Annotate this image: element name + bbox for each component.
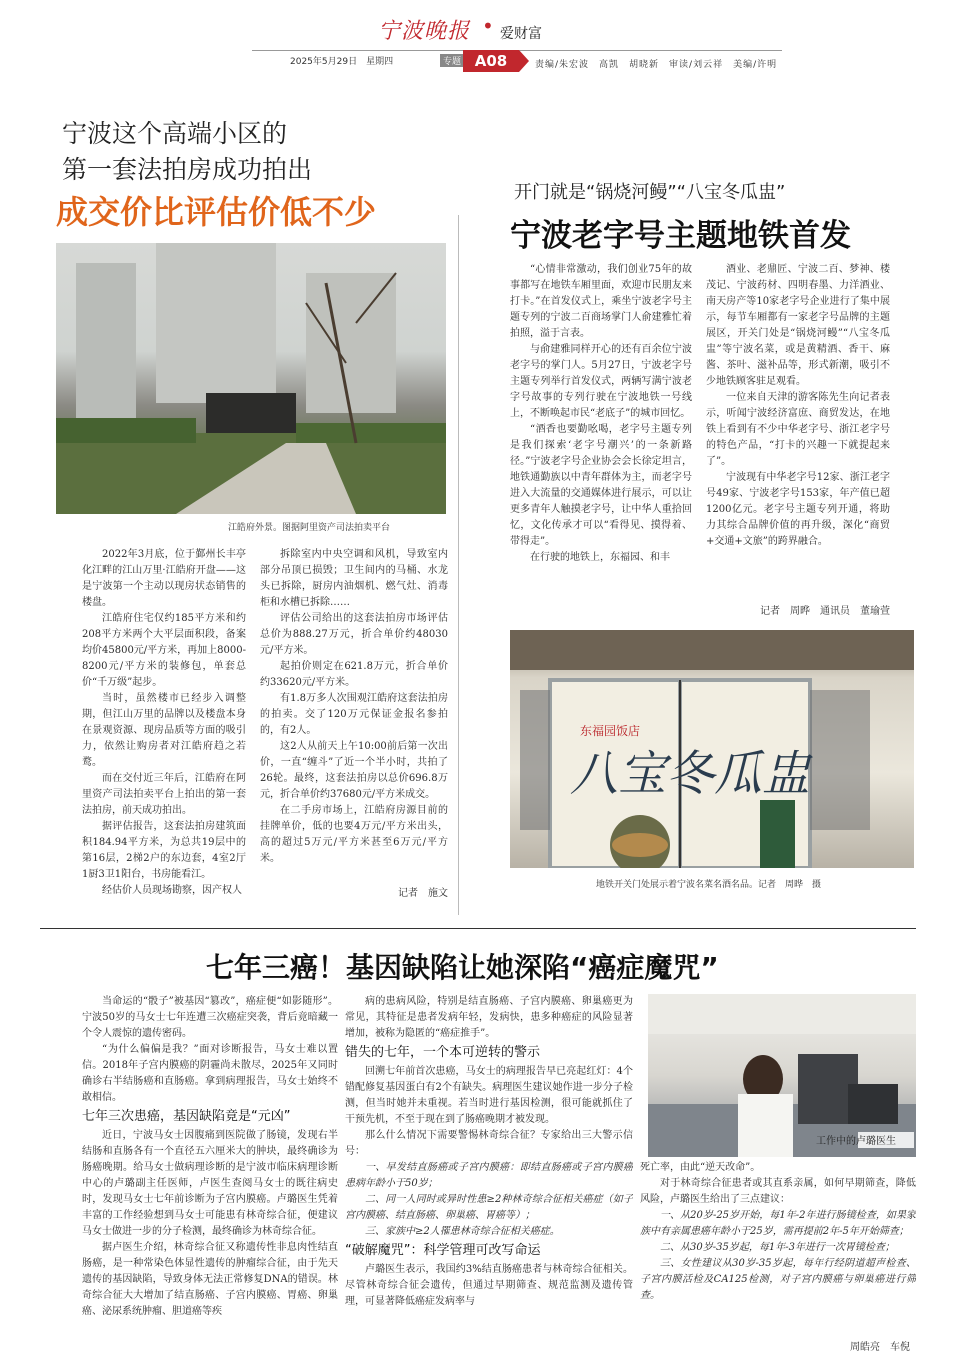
paragraph: 对于林奇综合征患者或其直系亲属，如何早期筛查，降低风险，卢璐医生给出了三点建议：: [640, 1178, 916, 1205]
paragraph: 病的患病风险，特别是结直肠癌、子宫内膜癌、卵巢癌更为常见，其特征是患者发病年轻，发病快，患多种癌症的风险显著增加，被称为隐匿的“癌症推手”。: [345, 996, 633, 1039]
story3-subhead-3: “破解魔咒”：科学管理可改写命运: [345, 1243, 541, 1258]
paragraph: 在二手房市场上，江皓府房源目前的挂牌单价，低的也要4万元/平方米出头，高的超过5万元/平方米甚至6万元/平方米。: [260, 805, 448, 864]
paragraph: 拆除室内中央空调和风机，导致室内部分吊顶已损毁；卫生间内的马桶、水龙头已拆除，厨房内油烟机、燃气灶、消毒柜和水槽已拆除……: [260, 549, 448, 608]
masthead-logo: 宁波晚报: [378, 19, 471, 44]
brand-logo-text: 东福园饭店: [580, 724, 641, 738]
story2-byline: 记者 周晔 通讯员 董瑜萱: [760, 606, 890, 617]
paragraph: “为什么偏偏是我？”面对诊断报告，马女士难以置信。2018年子宫内膜癌的阴霾尚未散尽，2025年又同时确诊右半结肠癌和直肠癌。拿到病理报告，马女士始终不敢相信。: [82, 1044, 338, 1103]
masthead-dot: •: [482, 14, 494, 38]
paragraph: 近日，宁波马女士因腹痛到医院做了肠镜，发现右半结肠和直肠各有一个直径五六厘米大的肿块，最终确诊为肠癌晚期。给马女士做病理诊断的是宁波市临床病理诊断中心的卢璐副主任医师，卢医生查阅马女士的既往病史时，发现马女士七年前诊断为子宫内膜癌。卢璐医生凭着丰富的工作经验想到马女士可能患有林奇综合征，便建议马女士做进一步的分子检测，最终确诊为林奇综合征。: [82, 1130, 338, 1237]
paragraph: 那么什么情况下需要警惕林奇综合征？专家给出三大警示信号：: [345, 1130, 633, 1157]
paragraph: 一位来自天津的游客陈先生向记者表示，听闻宁波经济富庶、商贸发达，在地铁上看到有不少中华老字号、浙江老字号的特色产品，“打卡的兴趣一下就提起来了”。: [706, 392, 890, 467]
column-divider: [458, 215, 459, 915]
paragraph: 在行驶的地铁上，东福园、和丰: [530, 552, 670, 563]
story3-column-1: [82, 994, 338, 1364]
story1-title-line2: 第一套法拍房成功拍出: [62, 155, 313, 184]
paragraph: 宁波现有中华老字号12家、浙江老字号49家、宁波老字号153家，年产值已超1200亿元。老字号主题专列开通，将助力其综合品牌价值的再升级，深化“商贸+交通+文旅”的跨界融合。: [706, 472, 890, 547]
section-name: 爱财富: [500, 26, 542, 42]
paragraph: 经估价人员现场勘察，因产权人: [102, 885, 242, 896]
photo-caption-overlay: 工作中的卢璐医生: [816, 1136, 896, 1147]
paragraph: 据卢医生介绍，林奇综合征又称遗传性非息肉性结直肠癌，是一种常染色体显性遗传的肿瘤综合征，由于先天遗传的基因缺陷，导致身体无法正常修复DNA的错误。林奇综合征大大增加了结直肠癌、子宫内膜癌、胃癌、卵巢癌、泌尿系统肿瘤、胆道癌等疾: [82, 1242, 338, 1317]
story3-column-2: [345, 994, 633, 1364]
warning-signal: 三、家族中≥2人罹患林奇综合征相关癌症。: [365, 1226, 560, 1237]
paragraph: 2022年3月底，位于鄞州长丰亭化江畔的江山万里·江皓府开盘——这是宁波第一个主动以现房状态销售的楼盘。: [82, 549, 246, 608]
paragraph: 这2人从前天上午10:00前后第一次出价，一直“缠斗”了近一个半小时，共拍了26轮。最终，这套法拍房以总价696.8万元，折合单价约37680元/平方米成交。: [260, 741, 448, 800]
advice-item: 一、从20岁-25岁开始，每1年-2年进行肠镜检查，如果家族中有亲属患癌年龄小于25岁，需再提前2年-5年开始筛查；: [640, 1210, 916, 1237]
paragraph: 据评估报告，这套法拍房建筑面积184.94平方米，为总共19层中的第16层，2梯2户的东边套，4室2厅1厨3卫1阳台，书房能看江。: [82, 821, 246, 880]
advice-item: 三、女性建议从30岁-35岁起，每年行经阴道超声检查、子宫内膜活检及CA125检测，对子宫内膜癌与卵巢癌进行筛查。: [640, 1258, 916, 1301]
section-tag: 专题: [440, 54, 464, 67]
paragraph: 江皓府住宅仅约185平方米和约208平方米两个大平层面积段，备案均价45800元/平方米，再加上8000-8200元/平方米的装修包，单套总价“千万级”起步。: [82, 613, 246, 688]
paragraph: 与俞建雅同样开心的还有百余位宁波老字号的掌门人。5月27日，宁波老字号主题专列举行首发仪式，两辆写满宁波老字号故事的专列行驶在宁波地铁一号线上，不断唤起市民“老底子”的城市回忆。: [510, 344, 692, 419]
paragraph: 评估公司给出的这套法拍房市场评估总价为888.27万元，折合单价约48030元/平方米。: [260, 613, 448, 656]
paragraph: 卢璐医生表示，我国约3%结直肠癌患者与林奇综合征相关。尽管林奇综合征会遗传，但通过早期筛查、规范监测及遗传管理，可显著降低癌症发病率与: [345, 1264, 633, 1307]
story3-title: 七年三癌！基因缺陷让她深陷“癌症魔咒”: [206, 951, 719, 984]
story1-column-2: [260, 547, 448, 882]
paragraph: 当命运的“骰子”被基因“篡改”，癌症便“如影随形”。宁波50岁的马女士七年连遭三次癌症突袭，背后竟暗藏一个令人震惊的遗传密码。: [82, 996, 338, 1039]
story2-column-2: [706, 262, 890, 598]
paragraph: 起拍价则定在621.8万元，折合单价约33620元/平方米。: [260, 661, 448, 688]
issue-date: 2025年5月29日 星期四: [290, 57, 394, 67]
story3-photo: [648, 994, 916, 1157]
story3-subhead-1: 七年三次患癌，基因缺陷竟是“元凶”: [82, 1109, 291, 1124]
paragraph: 有1.8万多人次围观江皓府这套法拍房的拍卖。交了120万元保证金报名参拍的，有2人。: [260, 693, 448, 736]
story3-column-3: [640, 1160, 916, 1365]
paragraph: 当时，虽然楼市已经步入调整期，但江山万里的品牌以及楼盘本身在景观资源、现房品质等方面的吸引力，依然让购房者对江皓府趋之若鹜。: [82, 693, 246, 768]
story3-byline: 周皓亮 车倪: [780, 1340, 910, 1356]
paragraph: 酒业、老鼎匠、宁波二百、梦神、楼茂记、宁波药材、四明春墨、力洋酒业、南天房产等10家老字号企业进行了集中展示，每节车厢都有一家老字号品牌的主题展区，开关门处是“锅烧河鳗”“八宝冬瓜盅”等宁波名菜，或是黄精酒、香干、麻酱、茶叶、滋补品等，形式新潮，吸引不少地铁顾客驻足观看。: [706, 264, 890, 387]
warning-signal: 一、早发结直肠癌或子宫内膜癌：即结直肠癌或子宫内膜癌患病年龄小于50岁；: [345, 1162, 633, 1189]
advice-item: 二、从30岁-35岁起，每1年-3年进行一次胃镜检查；: [660, 1242, 895, 1253]
page-number: A08: [463, 50, 519, 72]
story2-kicker: 开门就是“锅烧河鳗”“八宝冬瓜盅”: [514, 182, 786, 203]
residence-exterior-image: [56, 243, 446, 514]
subway-car-image: [510, 630, 914, 868]
paragraph: “心情非常激动，我们创业75年的故事都写在地铁车厢里面，欢迎市民朋友来打卡。”在首发仪式上，乘坐宁波老字号主题专列的宁波二百商场掌门人俞建雅忙着拍照，溢于言表。: [510, 264, 692, 339]
warning-signal: 二、同一人同时或异时性患≥2种林奇综合征相关癌症（如子宫内膜癌、结直肠癌、卵巢癌、胃癌等）；: [345, 1194, 633, 1221]
paragraph: 而在交付近三年后，江皓府在阿里资产司法拍卖平台上拍出的第一套法拍房，前天成功拍出。: [82, 773, 246, 816]
page-number-arrow: [519, 50, 529, 72]
story1-photo: [56, 243, 446, 514]
story2-photo-caption: 地铁开关门处展示着宁波名菜名酒名品。记者 周晔 摄: [596, 880, 822, 890]
story2-column-1: [510, 262, 692, 614]
story1-photo-caption: 江皓府外景。图据阿里资产司法拍卖平台: [228, 523, 391, 533]
section-rule: [40, 928, 916, 929]
dish-name-text: 八宝冬瓜盅: [570, 746, 811, 802]
story3-subhead-2: 错失的七年，一个本可逆转的警示: [345, 1045, 541, 1060]
editors-credit: 责编/朱宏波 高凯 胡晓新 审读/刘云祥 美编/许明: [535, 60, 778, 70]
story1-byline: 记者 施文: [398, 888, 448, 899]
story1-title-line3: 成交价比评估价低不少: [56, 193, 377, 231]
story1-title-line1: 宁波这个高端小区的: [62, 119, 288, 148]
paragraph: 死亡率，由此“逆天改命”。: [640, 1162, 761, 1173]
story2-title: 宁波老字号主题地铁首发: [510, 218, 851, 254]
doctor-at-microscope-image: [648, 994, 916, 1157]
story2-photo: [510, 630, 914, 868]
story1-column-1: [82, 547, 246, 902]
paragraph: 回溯七年前首次患癌，马女士的病理报告早已亮起红灯：4个错配修复基因蛋白有2个有缺失。病理医生建议她作进一步分子检测，但当时她并未重视。若当时进行基因检测，很可能就抓住了干预先机，不至于现在到了肠癌晚期才被发现。: [345, 1066, 633, 1125]
paragraph: “酒香也要勤吆喝，老字号主题专列是我们探索‘老字号潮兴’的一条新路径。”宁波老字号企业协会会长徐定坦言，地铁通勤族以中青年群体为主，而老字号进入大流量的交通媒体进行展示，可以让更多青年人触摸老字号，让中华人重拾回忆，文化传承才可以“看得见、摸得着、带得走”。: [510, 424, 692, 547]
